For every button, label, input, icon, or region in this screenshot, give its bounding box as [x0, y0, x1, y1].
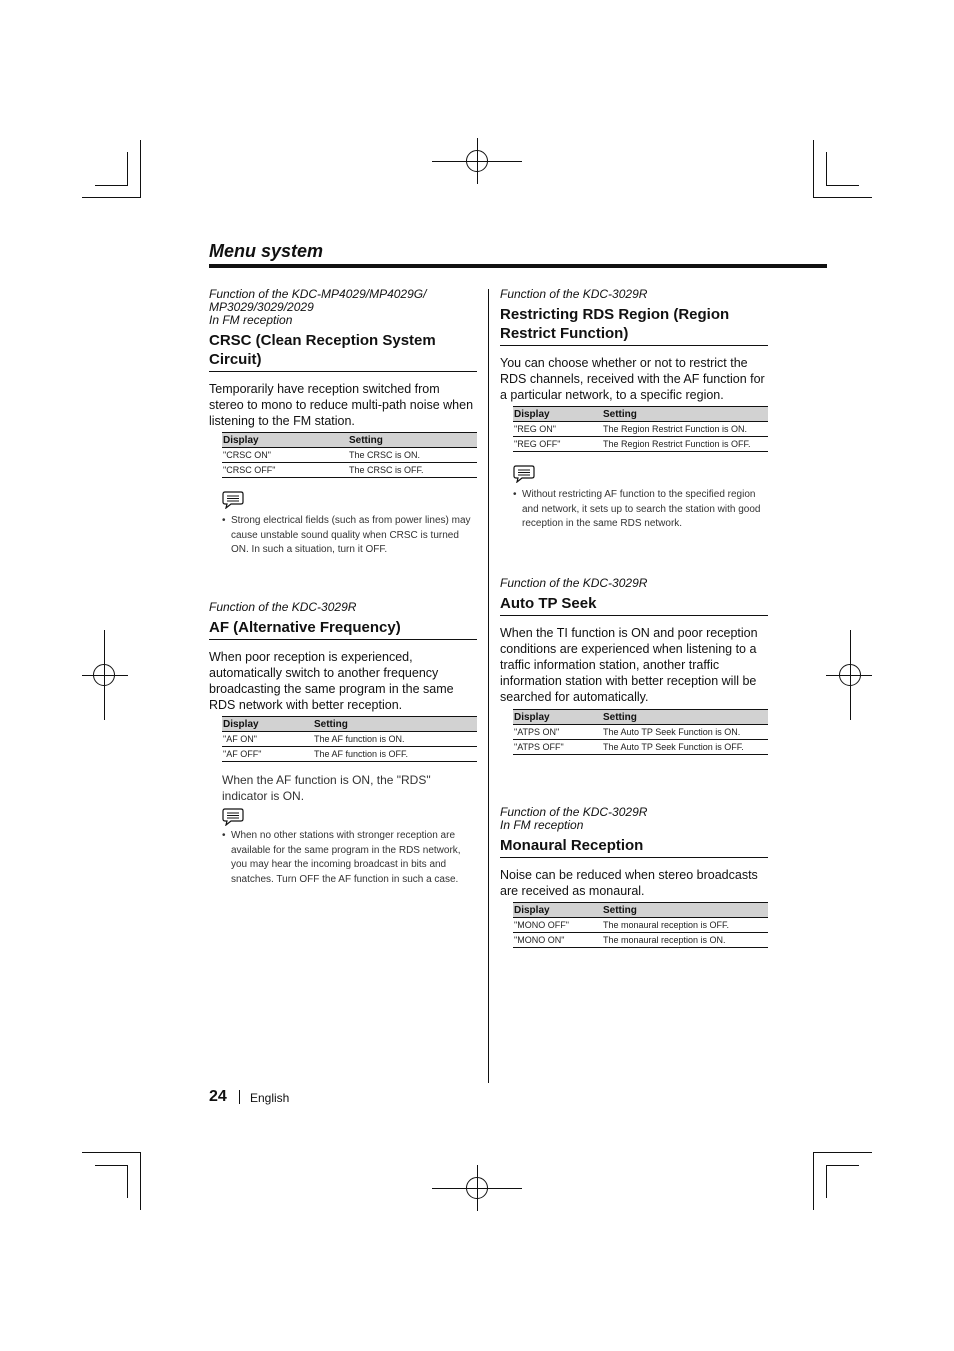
page-title: Menu system: [209, 241, 324, 261]
atp-function-of: Function of the KDC-3029R: [500, 576, 648, 590]
crsc-body: Temporarily have reception switched from stereo to mono to reduce multi-path noise when listening to the FM station.: [209, 382, 474, 428]
crsc-function-of: Function of the KDC-MP4029/MP4029G/ MP3029/3029/2029: [209, 287, 427, 314]
table-header-row: [222, 717, 477, 732]
table-cell-setting: The Region Restrict Function is ON.: [602, 422, 768, 437]
af-heading: AF (Alternative Frequency): [209, 618, 477, 640]
af-body: When poor reception is experienced, automatically switch to another frequency broadcasting the same program in the same RDS network with better reception.: [209, 650, 454, 712]
table-row: [513, 725, 768, 740]
monaural-section: [500, 806, 768, 899]
table-cell-setting: The Auto TP Seek Function is ON.: [602, 725, 768, 740]
atp-body: When the TI function is ON and poor reception conditions are experienced when listening to a traffic information station, another traffic information station with better reception will be searched for automatically.: [500, 626, 758, 704]
table-row: [513, 740, 768, 755]
table-header-display: Display: [222, 433, 348, 448]
table-header-setting: Setting: [602, 710, 768, 725]
table-row: [513, 918, 768, 933]
reg-function-of: Function of the KDC-3029R: [500, 287, 648, 301]
table-row: [222, 463, 477, 478]
crsc-reception-note: In FM reception: [209, 313, 293, 327]
bullet: •: [222, 830, 226, 841]
table-cell-display: "REG OFF": [513, 437, 602, 452]
bullet: •: [222, 515, 226, 526]
page-number: 24: [209, 1088, 227, 1105]
af-rds-indicator-text: When the AF function is ON, the "RDS" indicator is ON.: [222, 773, 431, 803]
af-note-text: When no other stations with stronger reception are available for the same program in the RDS network, you may hear the incoming broadcast in bits and snatches. Turn OFF the AF function in such a case.: [231, 830, 461, 885]
mono-function-of: Function of the KDC-3029R: [500, 805, 648, 819]
bullet: •: [513, 489, 517, 500]
table-cell-display: "CRSC ON": [222, 448, 348, 463]
table-cell-display: "AF ON": [222, 732, 313, 747]
table-cell-setting: The AF function is OFF.: [313, 747, 477, 762]
speech-bubble-note-icon: [222, 808, 244, 826]
table-header-row: [222, 433, 477, 448]
reg-heading: Restricting RDS Region (Region Restrict Function): [500, 305, 768, 346]
table-cell-setting: The Auto TP Seek Function is OFF.: [602, 740, 768, 755]
table-header-setting: Setting: [313, 717, 477, 732]
mono-table: [513, 902, 768, 948]
table-header-setting: Setting: [602, 903, 768, 918]
table-cell-setting: The CRSC is OFF.: [348, 463, 477, 478]
crsc-table: [222, 432, 477, 478]
table-cell-display: "ATPS OFF": [513, 740, 602, 755]
af-function-of: Function of the KDC-3029R: [209, 600, 357, 614]
table-header-display: Display: [513, 903, 602, 918]
column-divider: [488, 289, 489, 1083]
mono-reception-note: In FM reception: [500, 818, 584, 832]
table-header-setting: Setting: [602, 407, 768, 422]
table-cell-display: "ATPS ON": [513, 725, 602, 740]
table-row: [222, 747, 477, 762]
table-cell-setting: The monaural reception is OFF.: [602, 918, 768, 933]
reg-note-text: Without restricting AF function to the specified region and network, it sets up to search the station with good reception in the same RDS network.: [522, 489, 761, 529]
region-restrict-section: [500, 288, 768, 403]
table-row: [222, 732, 477, 747]
table-header-display: Display: [222, 717, 313, 732]
reg-body: You can choose whether or not to restrict the RDS channels, received with the AF function for a particular network, to a specific region.: [500, 356, 765, 402]
page-language: English: [250, 1091, 290, 1105]
crsc-note: [222, 514, 478, 558]
mono-body: Noise can be reduced when stereo broadcasts are received as monaural.: [500, 868, 758, 898]
table-row: [513, 422, 768, 437]
atp-heading: Auto TP Seek: [500, 594, 768, 616]
table-header-setting: Setting: [348, 433, 477, 448]
speech-bubble-note-icon: [222, 491, 244, 509]
table-cell-display: "MONO OFF": [513, 918, 602, 933]
table-header-row: [513, 407, 768, 422]
table-cell-display: "REG ON": [513, 422, 602, 437]
table-cell-display: "MONO ON": [513, 933, 602, 948]
reg-note: [513, 488, 769, 532]
table-header-display: Display: [513, 407, 602, 422]
table-cell-setting: The CRSC is ON.: [348, 448, 477, 463]
table-header-display: Display: [513, 710, 602, 725]
table-cell-display: "AF OFF": [222, 747, 313, 762]
table-header-row: [513, 710, 768, 725]
mono-heading: Monaural Reception: [500, 836, 768, 858]
auto-tp-seek-section: [500, 577, 768, 705]
page-number-separator: [239, 1090, 240, 1104]
speech-bubble-note-icon: [513, 465, 535, 483]
table-row: [513, 437, 768, 452]
af-section: [209, 601, 477, 713]
table-row: [513, 933, 768, 948]
crsc-note-text: Strong electrical fields (such as from power lines) may cause unstable sound quality when CRSC is turned ON. In such a situation, turn it OFF.: [231, 515, 471, 555]
table-cell-display: "CRSC OFF": [222, 463, 348, 478]
af-note: [222, 829, 470, 887]
atp-table: [513, 709, 768, 755]
table-row: [222, 448, 477, 463]
reg-table: [513, 406, 768, 452]
table-cell-setting: The AF function is ON.: [313, 732, 477, 747]
af-table: [222, 716, 477, 762]
crsc-section: [209, 288, 477, 429]
table-cell-setting: The Region Restrict Function is OFF.: [602, 437, 768, 452]
crsc-heading: CRSC (Clean Reception System Circuit): [209, 331, 477, 372]
table-header-row: [513, 903, 768, 918]
table-cell-setting: The monaural reception is ON.: [602, 933, 768, 948]
title-rule: [209, 264, 827, 268]
